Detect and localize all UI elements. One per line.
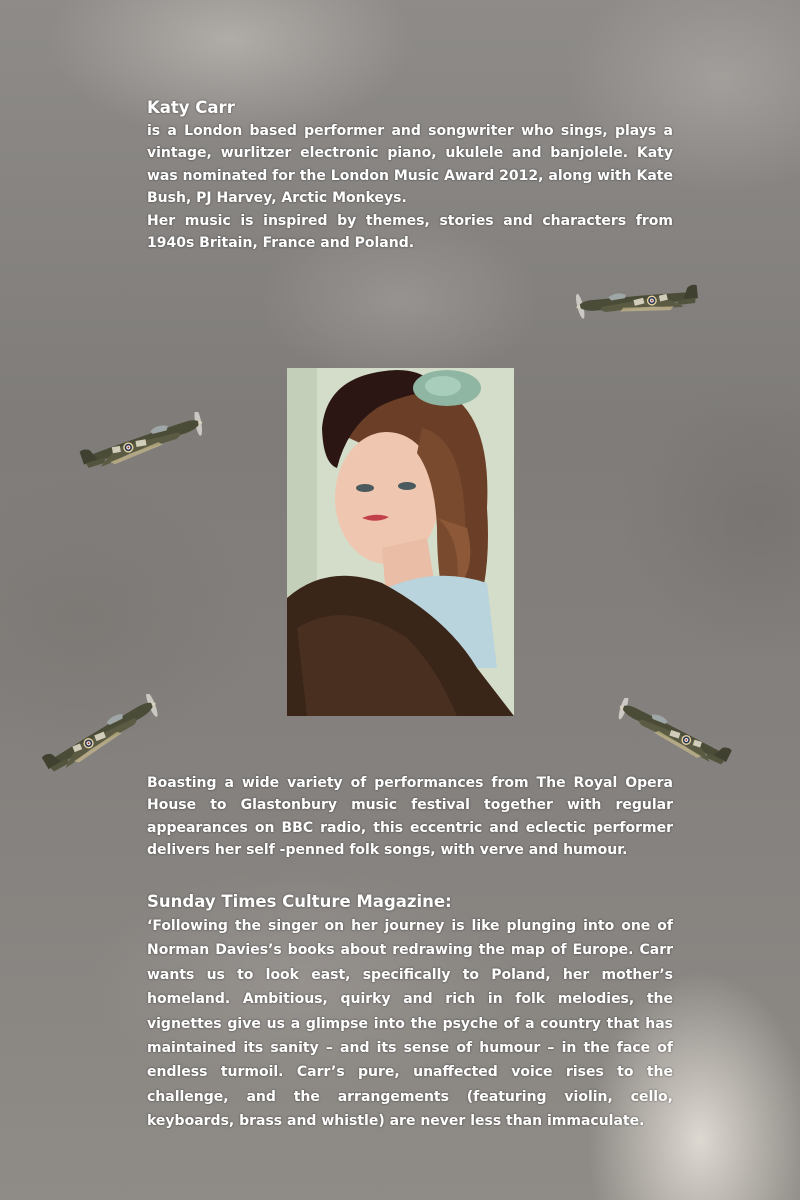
performances-paragraph: Boasting a wide variety of performances from The Royal Opera House to Glastonbury music festival together with regular appearances on BBC radio, this eccentric and eclectic performer delivers her self -penned folk songs, with verve and humour. (147, 775, 673, 859)
intro-block (147, 96, 673, 254)
intro-paragraph: is a London based performer and songwriter who sings, plays a vintage, wurlitzer electronic piano, ukulele and banjolele. Katy was nominated for the London Music Award 2012, along with Kate Bush, PJ Harvey, Arctic Monkeys. (147, 123, 673, 207)
review-source: Sunday Times Culture Magazine: (147, 892, 452, 911)
review-quote: ‘Following the singer on her journey is like plunging into one of Norman Davies’s books about redrawing the map of Europe. Carr wants us to look east, specifically to Poland, her mother’s homeland. Ambitious, quirky and rich in folk melodies, the vignettes give us a glimpse into the psyche of a country that has maintained its sanity – and its sense of humour – in the face of endless turmoil. Carr’s pure, unaffected voice rises to the challenge, and the arrangements (featuring violin, cello, keyboards, brass and whistle) are never less than immaculate. (147, 918, 673, 1130)
spitfire-icon (36, 694, 166, 774)
portrait-photo (287, 368, 514, 716)
spitfire-icon (77, 412, 207, 474)
inspiration-paragraph: Her music is inspired by themes, stories and characters from 1940s Britain, France and Poland. (147, 212, 673, 252)
spitfire-icon (575, 272, 701, 332)
artist-name: Katy Carr (147, 98, 235, 117)
performances-block (147, 772, 673, 862)
spitfire-icon (612, 698, 736, 768)
review-block (147, 890, 673, 1134)
